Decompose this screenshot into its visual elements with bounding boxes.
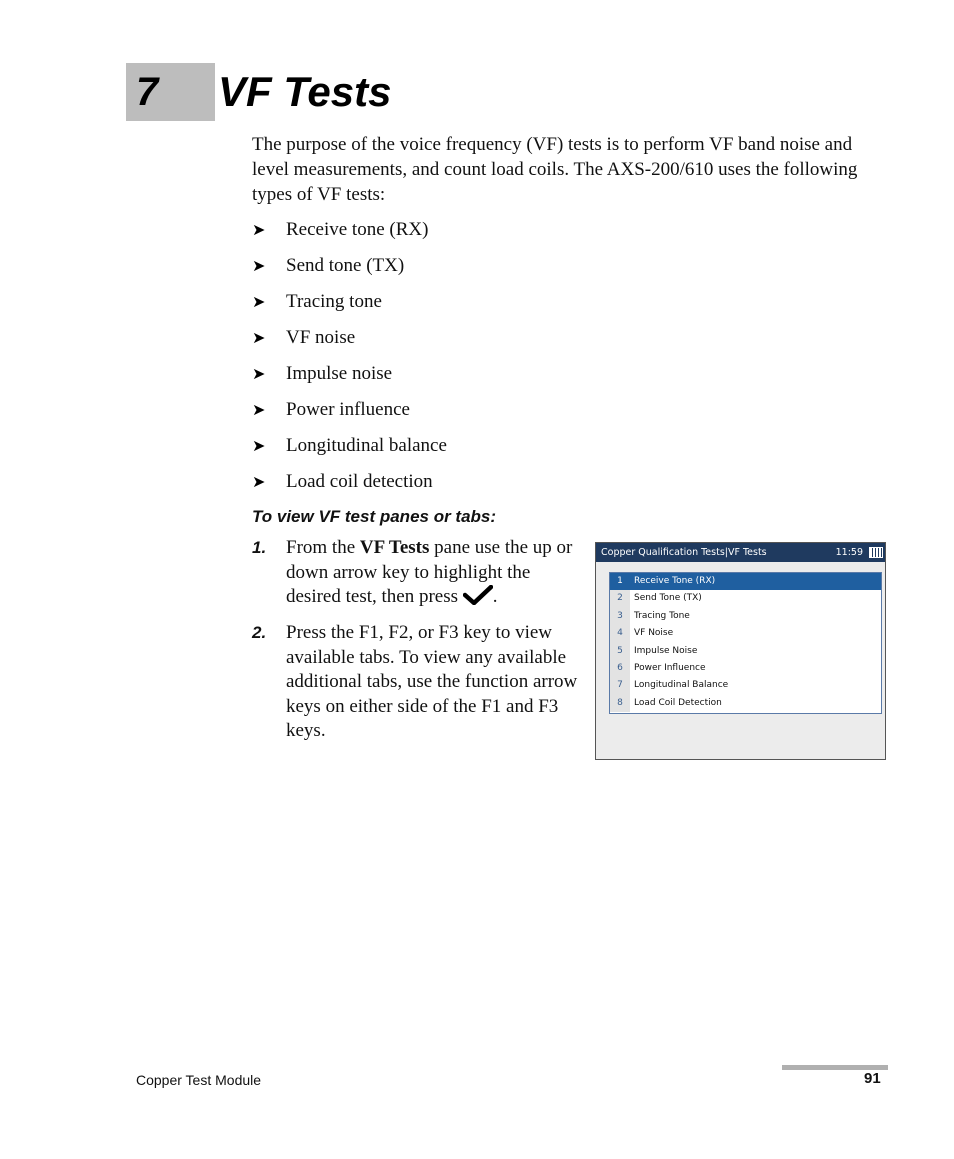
step-number: 2. bbox=[252, 623, 267, 642]
arrow-bullet-icon: ➤ bbox=[252, 366, 266, 383]
list-item-vf-noise[interactable]: 4 VF Noise bbox=[610, 625, 881, 642]
battery-icon bbox=[869, 547, 883, 558]
device-screenshot bbox=[595, 542, 886, 760]
procedure-heading: To view VF test panes or tabs: bbox=[252, 507, 497, 526]
procedure-step-2 bbox=[252, 621, 582, 744]
list-item-receive-tone[interactable]: 1 Receive Tone (RX) bbox=[610, 573, 881, 590]
arrow-bullet-icon: ➤ bbox=[252, 402, 266, 419]
device-title: Copper Qualification Tests|VF Tests bbox=[601, 547, 767, 558]
list-item: ➤ Send tone (TX) bbox=[252, 253, 447, 289]
checkmark-key-icon bbox=[463, 585, 493, 613]
list-item: ➤ Impulse noise bbox=[252, 361, 447, 397]
list-item: ➤ Receive tone (RX) bbox=[252, 217, 447, 253]
arrow-bullet-icon: ➤ bbox=[252, 438, 266, 455]
arrow-bullet-icon: ➤ bbox=[252, 330, 266, 347]
step-text: From the VF Tests pane use the up or down arrow key to highlight the desired test, then press . bbox=[286, 536, 582, 613]
device-title-bar bbox=[596, 543, 885, 562]
chapter-title: VF Tests bbox=[218, 68, 392, 115]
list-item-send-tone[interactable]: 2 Send Tone (TX) bbox=[610, 590, 881, 607]
vf-tests-list bbox=[609, 572, 882, 714]
chapter-number: 7 bbox=[136, 70, 159, 114]
step-text: Press the F1, F2, or F3 key to view available tabs. To view any available additional tabs, use the function arrow keys on either side of the F1 and F3 keys. bbox=[286, 622, 578, 741]
page-number: 91 bbox=[864, 1070, 881, 1087]
list-item-load-coil-detection[interactable]: 8 Load Coil Detection bbox=[610, 695, 881, 712]
list-item: ➤ Load coil detection bbox=[252, 469, 447, 505]
arrow-bullet-icon: ➤ bbox=[252, 474, 266, 491]
list-item-tracing-tone[interactable]: 3 Tracing Tone bbox=[610, 608, 881, 625]
procedure-step-1 bbox=[252, 536, 582, 613]
list-item-impulse-noise[interactable]: 5 Impulse Noise bbox=[610, 643, 881, 660]
list-item-longitudinal-balance[interactable]: 7 Longitudinal Balance bbox=[610, 677, 881, 694]
arrow-bullet-icon: ➤ bbox=[252, 222, 266, 239]
vf-tests-bold: VF Tests bbox=[359, 537, 430, 558]
list-item: ➤ Tracing tone bbox=[252, 289, 447, 325]
list-item: ➤ Power influence bbox=[252, 397, 447, 433]
intro-paragraph: The purpose of the voice frequency (VF) tests is to perform VF band noise and level measurements, and count load coils. The AXS-200/610 uses the following types of VF tests: bbox=[252, 134, 858, 205]
arrow-bullet-icon: ➤ bbox=[252, 294, 266, 311]
device-clock: 11:59 bbox=[835, 547, 863, 558]
list-item-power-influence[interactable]: 6 Power Influence bbox=[610, 660, 881, 677]
arrow-bullet-icon: ➤ bbox=[252, 258, 266, 275]
step-number: 1. bbox=[252, 538, 267, 557]
list-item: ➤ VF noise bbox=[252, 325, 447, 361]
vf-test-list bbox=[252, 217, 447, 505]
footer-title: Copper Test Module bbox=[136, 1072, 262, 1088]
list-item: ➤ Longitudinal balance bbox=[252, 433, 447, 469]
